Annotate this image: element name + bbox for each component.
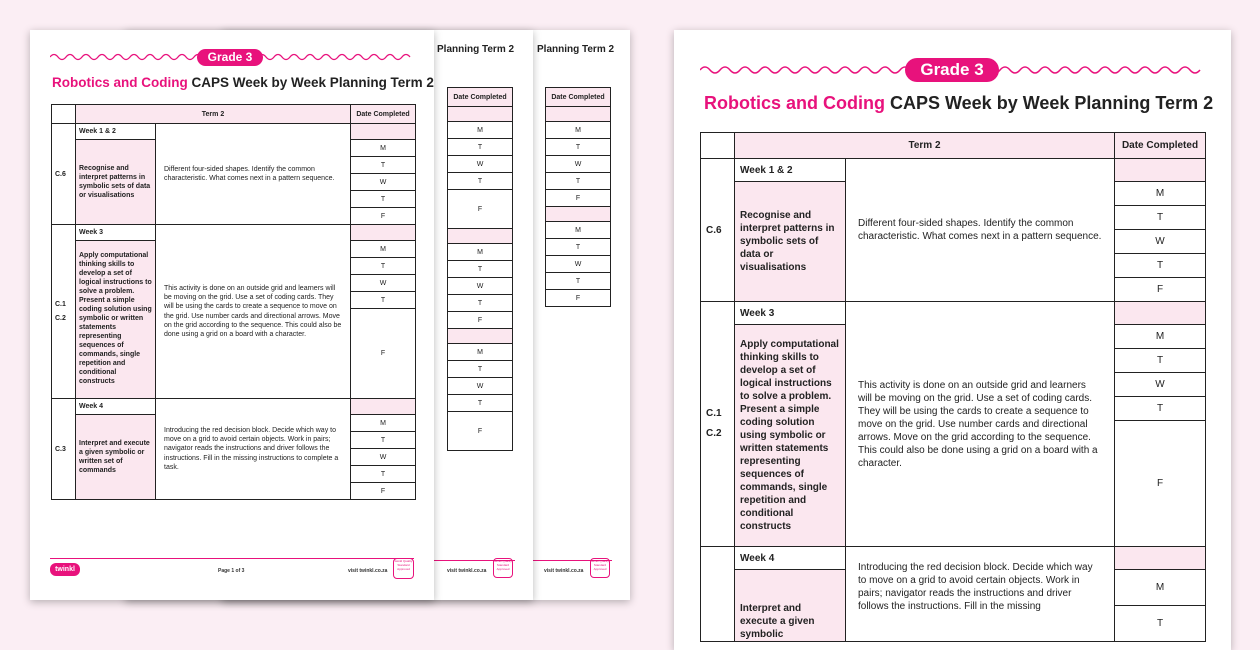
page-3-title-partial: Planning Term 2 [537, 44, 615, 55]
objective-text: Apply computational thinking skills to develop a set of logical instructions to solve a problem. Present a simple coding solution using symbolic or written statements representing sequences of commands, single repetition and conditional constructs [76, 241, 156, 399]
week-label: Week 4 [735, 547, 846, 570]
twinkl-logo: twinkl [50, 563, 80, 576]
curriculum-code: C.2 [706, 428, 722, 439]
term-header: Term 2 [76, 105, 351, 124]
planning-table: Term 2 Date Completed C.6 Week 1 & 2 Different four-sided shapes. Identify the common characteristic. What comes next in a pattern sequence. Recognise and interpret patterns in symbolic sets of data or visualisations M T W T F C.1 C.2 Week 3 This activity is done on an outside grid and learners will be moving on the grid. Use a set of coding cards. They will be using the cards to create a sequence to move on the grid. Use number cards and directional arrows. Move on the grid according to the sequence. This could also be done using a grid on a board with a character. Apply computational thinking skills to develop a set of logical instructions to solve a problem. Present a simple coding solution using symbolic or written statements representing sequences of commands, single repetition and conditional constructs M T W T F C.3 Week 4 Introducing the red decision block. Decide which way to move on a grid to avoid certain objects. Work in pairs; navigator reads the instructions and driver follows the instructions. Fill in the missing instructions to complete a task. Interpret and execute a given symbolic or written set of commands M T W T F [51, 104, 416, 500]
footer-site: visit twinkl.co.za [348, 568, 388, 574]
document-page-1-thumbnail [30, 30, 434, 600]
footer-site: visit twinkl.co.za [447, 568, 487, 574]
page-2-table: Date Completed M T W T F M T W T F M T W T F [447, 87, 513, 451]
week-label: Week 1 & 2 [735, 159, 846, 182]
document-title: Robotics and Coding CAPS Week by Week Planning Term 2 [52, 75, 434, 90]
footer-line [50, 558, 414, 559]
curriculum-code: C.2 [55, 314, 66, 322]
curriculum-code: C.1 [706, 408, 722, 419]
week-label: Week 3 [735, 302, 846, 325]
date-completed-header: Date Completed [448, 88, 513, 107]
page-3-table: Date Completed M T W T F M T W T F [545, 87, 611, 307]
planning-table: Term 2 Date Completed C.6 Week 1 & 2 Different four-sided shapes. Identify the common characteristic. What comes next in a pattern sequence. Recognise and interpret patterns in symbolic sets of data or visualisations M T W T F C.1 C.2 Week 3 This activity is done on an outside grid and learners will be moving on the grid. Use a set of coding cards. They will be using the cards to create a sequence to move on the grid. Use number cards and directional arrows. Move on the grid according to the sequence. This could also be done using a grid on a board with a character. Apply computational thinking skills to develop a set of logical instructions to solve a problem. Present a simple coding solution using symbolic or written statements representing sequences of commands, single repetition and conditional constructs M T W T F Week 4 Introducing the red decision block. Decide which way to move on a grid to avoid certain objects. Work in pairs; navigator reads the instructions and driver follows the instructions. Fill in the missing Interpret and execute a given symbolic M T [700, 132, 1206, 642]
curriculum-code: C.6 [706, 224, 722, 236]
activity-text: Different four-sided shapes. Identify the common characteristic. What comes next in a pattern sequence. [846, 159, 1115, 302]
curriculum-code: C.3 [55, 445, 66, 453]
footer-site: visit twinkl.co.za [544, 568, 584, 574]
objective-text: Interpret and execute a given symbolic or written set of commands [76, 415, 156, 500]
objective-text: Interpret and execute a given symbolic [735, 570, 846, 642]
page-2-title-partial: Planning Term 2 [437, 44, 515, 55]
objective-text: Recognise and interpret patterns in symbolic sets of data or visualisations [76, 140, 156, 225]
date-completed-header: Date Completed [351, 105, 416, 124]
activity-text: Different four-sided shapes. Identify the common characteristic. What comes next in a pattern sequence. [156, 124, 351, 225]
date-completed-header: Date Completed [1115, 133, 1206, 159]
week-label: Week 1 & 2 [76, 124, 156, 140]
week-label: Week 3 [76, 225, 156, 241]
curriculum-code: C.1 [55, 301, 66, 309]
document-page-zoomed [674, 30, 1231, 650]
activity-text: This activity is done on an outside grid and learners will be moving on the grid. Use a set of coding cards. They will be using the cards to create a sequence to move on the grid. Use number cards and directional arrows. Move on the grid according to the sequence. This could also be done using a grid on a board with a character. [156, 225, 351, 399]
page-number: Page 1 of 3 [218, 568, 245, 574]
date-completed-header: Date Completed [546, 88, 611, 107]
quality-seal: twinkl Quality Standard Approved [493, 558, 513, 578]
grade-badge: Grade 3 [905, 58, 999, 82]
document-title: Robotics and Coding CAPS Week by Week Planning Term 2 [704, 93, 1214, 113]
week-label: Week 4 [76, 399, 156, 415]
objective-text: Apply computational thinking skills to develop a set of logical instructions to solve a problem. Present a simple coding solution using symbolic or written statements representing sequences of commands, single repetition and conditional constructs [735, 325, 846, 547]
activity-text: This activity is done on an outside grid and learners will be moving on the grid. Use a set of coding cards. They will be using the cards to create a sequence to move on the grid. Use number cards and directional arrows. Move on the grid according to the sequence. This could also be done using a grid on a board with a character. [846, 302, 1115, 547]
activity-text: Introducing the red decision block. Decide which way to move on a grid to avoid certain objects. Work in pairs; navigator reads the instructions and driver follows the instructions. Fill in the missing [846, 547, 1115, 642]
quality-seal: twinkl Quality Standard Approved [393, 558, 414, 579]
activity-text: Introducing the red decision block. Decide which way to move on a grid to avoid certain objects. Work in pairs; navigator reads the instructions and driver follows the instructions. Fill in the missing instructions to complete a task. [156, 399, 351, 500]
objective-text: Recognise and interpret patterns in symbolic sets of data or visualisations [735, 182, 846, 302]
quality-seal: twinkl Quality Standard Approved [590, 558, 610, 578]
grade-badge: Grade 3 [197, 49, 263, 66]
term-header: Term 2 [735, 133, 1115, 159]
curriculum-code: C.6 [55, 170, 66, 178]
